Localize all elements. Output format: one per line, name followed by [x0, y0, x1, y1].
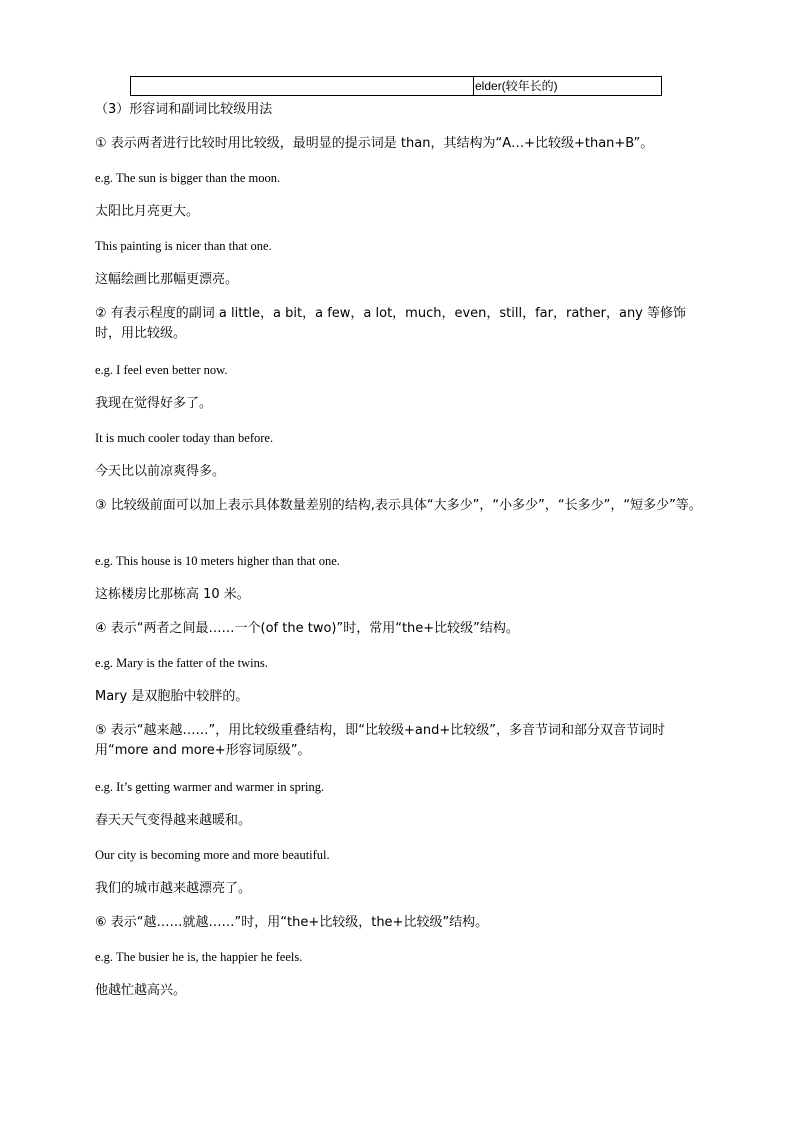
- section-title: （3）形容词和副词比较级用法: [95, 102, 273, 117]
- translation: 太阳比月亮更大。: [95, 204, 200, 219]
- rule-4: ④ 表示“两者之间最……一个(of the two)”时，常用“the+比较级”结构。: [95, 621, 519, 636]
- translation: Mary 是双胞胎中较胖的。: [95, 689, 249, 704]
- example-sentence: This painting is nicer than that one.: [95, 239, 272, 253]
- rule-3: ③ 比较级前面可以加上表示具体数量差别的结构,表示具体“大多少”，“小多少”，“长多少”，“短多少”等。: [95, 498, 702, 513]
- translation: 他越忙越高兴。: [95, 983, 187, 998]
- example-sentence: e.g. It’s getting warmer and warmer in spring.: [95, 780, 325, 794]
- translation: 我现在觉得好多了。: [95, 396, 213, 411]
- translation: 这栋楼房比那栋高 10 米。: [95, 587, 250, 602]
- translation: 今天比以前凉爽得多。: [95, 464, 226, 479]
- example-sentence: e.g. The sun is bigger than the moon.: [95, 171, 281, 185]
- example-sentence: It is much cooler today than before.: [95, 431, 274, 445]
- example-sentence: e.g. Mary is the fatter of the twins.: [95, 656, 268, 670]
- example-sentence: e.g. The busier he is, the happier he feels.: [95, 950, 303, 964]
- rule-6: ⑥ 表示“越……就越……”时，用“the+比较级，the+比较级”结构。: [95, 915, 489, 930]
- translation: 春天天气变得越来越暖和。: [95, 813, 252, 828]
- example-sentence: Our city is becoming more and more beautiful.: [95, 848, 330, 862]
- translation: 这幅绘画比那幅更漂亮。: [95, 272, 239, 287]
- example-sentence: e.g. This house is 10 meters higher than that one.: [95, 554, 340, 568]
- rule-1: ① 表示两者进行比较时用比较级，最明显的提示词是 than，其结构为“A…+比较级+than+B”。: [95, 136, 654, 151]
- rule-2: ② 有表示程度的副词 a little，a bit，a few，a lot，much，even，still，far，rather，any 等修饰时，用比较级。: [95, 306, 687, 341]
- example-sentence: e.g. I feel even better now.: [95, 363, 228, 377]
- rule-5: ⑤ 表示“越来越……”，用比较级重叠结构，即“比较级+and+比较级”，多音节词和部分双音节词时用“more and more+形容词原级”。: [95, 723, 665, 758]
- translation: 我们的城市越来越漂亮了。: [95, 881, 252, 896]
- table-row: [130, 76, 662, 96]
- table-cell-empty: [131, 77, 474, 95]
- table-cell-elder: elder(较年长的): [475, 79, 558, 93]
